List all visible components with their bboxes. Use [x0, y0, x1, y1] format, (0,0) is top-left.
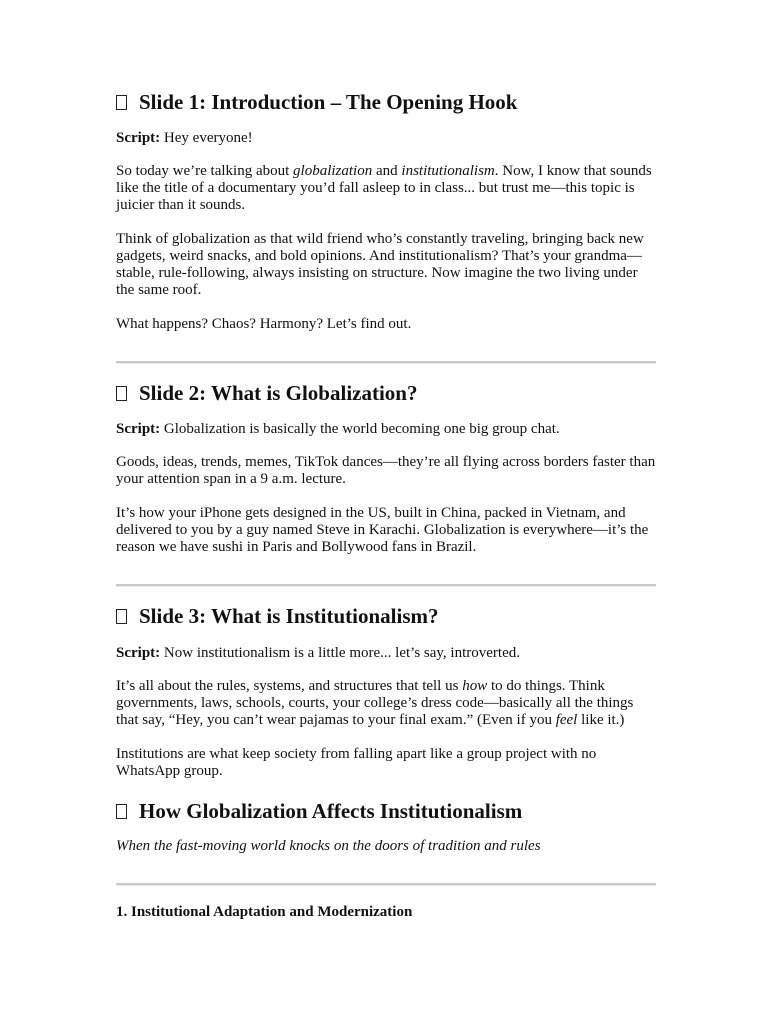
slide2-heading [116, 378, 656, 408]
script-text: Now institutionalism is a little more... let’s say, introverted. [160, 645, 520, 661]
slide2-heading-text: Slide 2: What is Globalization? [139, 381, 418, 405]
divider [116, 361, 656, 364]
text-run: to do things. Think governments, laws, schools, courts, your college’s dress code—basically all the things that say, “Hey, you can’t wear pajamas to your final exam.” (Even if you [116, 678, 634, 728]
script-label: Script: [116, 130, 161, 146]
section-heading-text: How Globalization Affects Institutionalism [139, 799, 523, 823]
slide1-heading-text: Slide 1: Introduction – The Opening Hook [139, 90, 518, 114]
slide3-paragraph-2 [116, 678, 656, 729]
script-text: Hey everyone! [160, 130, 253, 146]
slide1-heading [116, 87, 656, 117]
section-subtitle [116, 838, 656, 855]
emphasis: globalization [293, 163, 373, 179]
slide3-paragraph-3: Institutions are what keep society from falling apart like a group project with no WhatsApp group. [116, 746, 597, 779]
document-body [116, 84, 656, 921]
slide2-script [116, 421, 656, 438]
script-label: Script: [116, 645, 161, 661]
slide3-heading [116, 601, 656, 631]
missing-glyph-box-icon [116, 804, 127, 819]
divider [116, 584, 656, 587]
text-run: like it.) [577, 712, 625, 728]
missing-glyph-box-icon [116, 609, 127, 624]
emphasis: how [462, 678, 488, 694]
script-text: Globalization is basically the world becoming one big group chat. [160, 421, 560, 437]
subtitle-text: When the fast-moving world knocks on the doors of tradition and rules [116, 838, 541, 854]
emphasis: feel [555, 712, 578, 728]
text-run: . Now, I know that sounds like the title of a documentary you’d fall asleep to in class... but trust me—this topic is juicier than it sounds. [116, 163, 652, 213]
slide1-paragraph-3: Think of globalization as that wild friend who’s constantly traveling, bringing back new gadgets, weird snacks, and bold opinions. And institutionalism? That’s your grandma—stable, rule-following, always insisting on structure. Now imagine the two living under the same roof. [116, 231, 644, 298]
slide1-script [116, 130, 656, 147]
slide1-paragraph-4: What happens? Chaos? Harmony? Let’s find out. [116, 316, 412, 332]
slide3-heading-text: Slide 3: What is Institutionalism? [139, 604, 439, 628]
slide3-script [116, 645, 656, 662]
emphasis: institutionalism [401, 163, 495, 179]
slide2-paragraph-2: Goods, ideas, trends, memes, TikTok dances—they’re all flying across borders faster than your attention span in a 9 a.m. lecture. [116, 454, 656, 487]
slide2-paragraph-3: It’s how your iPhone gets designed in the US, built in China, packed in Vietnam, and delivered to you by a guy named Steve in Karachi. Globalization is everywhere—it’s the reason we have sushi in Paris and Bollywood fans in Brazil. [116, 505, 649, 555]
text-run: and [372, 163, 402, 179]
subsection-heading: 1. Institutional Adaptation and Modernization [116, 904, 413, 920]
section-heading [116, 796, 656, 826]
slide1-paragraph-2 [116, 163, 656, 214]
text-run: It’s all about the rules, systems, and structures that tell us [116, 678, 463, 694]
missing-glyph-box-icon [116, 386, 127, 401]
text-run: So today we’re talking about [116, 163, 294, 179]
script-label: Script: [116, 421, 161, 437]
missing-glyph-box-icon [116, 95, 127, 110]
divider [116, 883, 656, 886]
